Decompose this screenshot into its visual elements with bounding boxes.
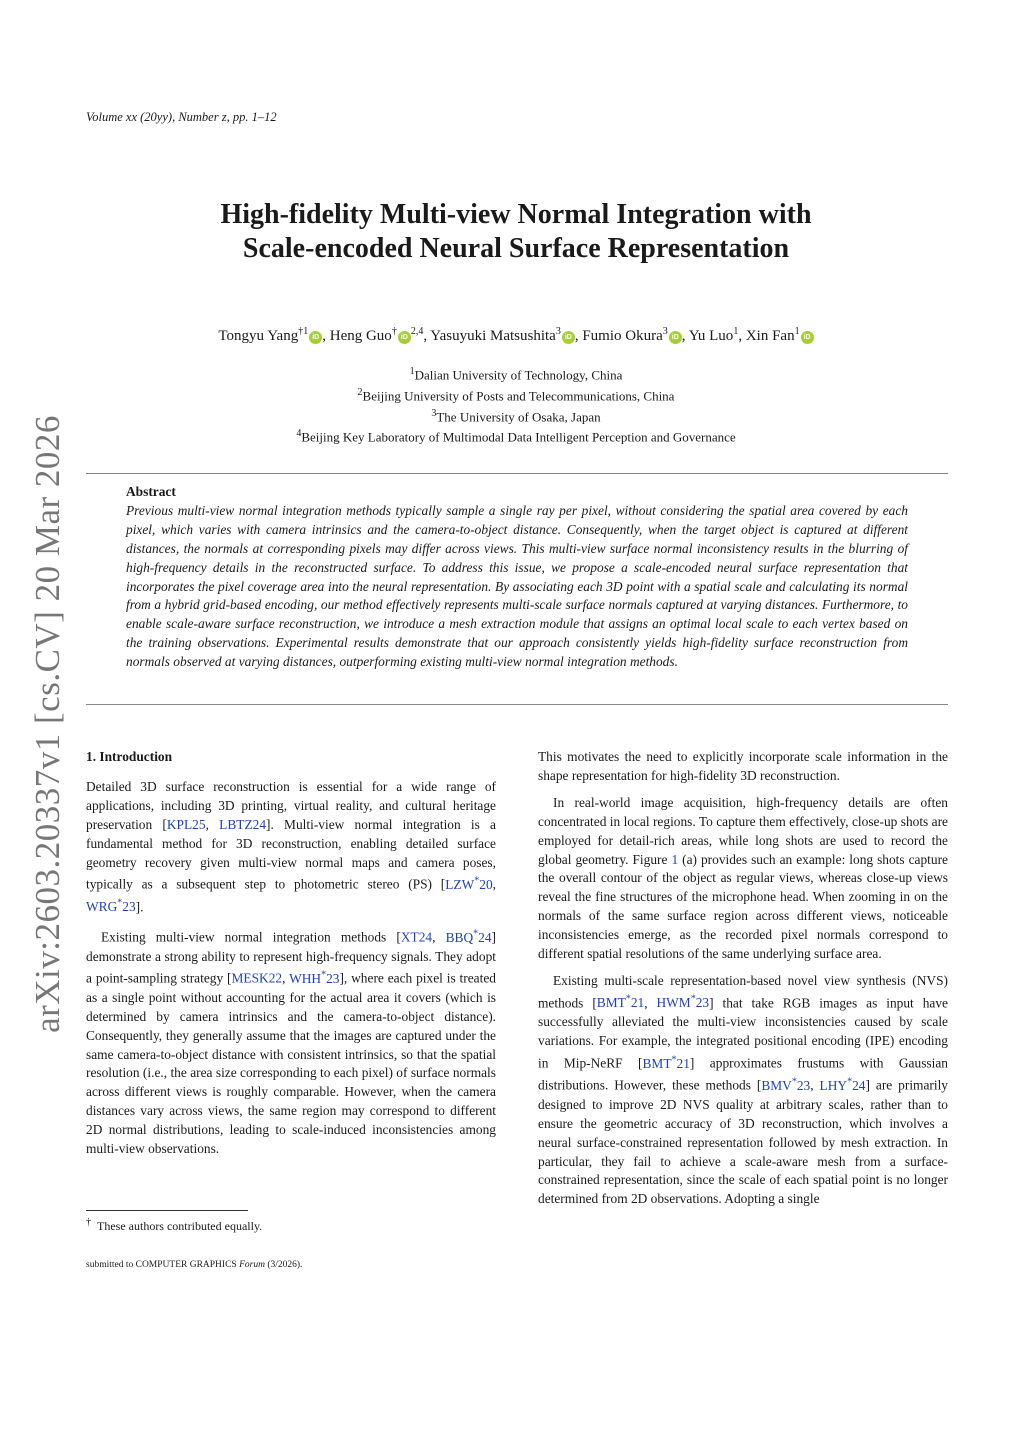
author-name: Xin Fan <box>745 328 795 344</box>
paragraph-text: ] are primarily designed to improve 2D NVS quality at arbitrary scales, rather than to ensure the geometric accuracy of 3D reconstruction, which involves a neural surface-constrained representation followed by mesh extraction. In particular, they fail to achieve a scale-aware mesh from a surface-constrained representation, since the scale of each spatial point is no longer determined from 2D observations. Adopting a single <box>538 1077 948 1207</box>
paragraph-text: ] approximates frustums with Gaussian distributions. However, these methods [ <box>538 1055 948 1093</box>
citation-star: * <box>117 897 123 909</box>
abstract <box>126 483 908 672</box>
title-line-2: Scale-encoded Neural Surface Representation <box>242 233 790 264</box>
author-sup: 3 <box>662 326 668 337</box>
citation-star: * <box>473 928 479 940</box>
author-sup: 1 <box>733 326 739 337</box>
citation-link[interactable]: BMT*21 <box>596 993 645 1011</box>
right-column <box>538 748 948 1217</box>
footer-text: submitted to COMPUTER GRAPHICS <box>86 1260 240 1270</box>
affiliation-text: Dalian University of Technology, China <box>414 367 623 383</box>
citation-link[interactable]: BBQ*24 <box>445 928 492 945</box>
paragraph-text: ]. <box>135 899 144 915</box>
citation-separator: , <box>644 995 657 1011</box>
citation-link[interactable]: LZW*20 <box>445 875 493 892</box>
abstract-heading: Abstract <box>126 484 176 499</box>
citation-star: * <box>791 1076 797 1088</box>
author-name: Tongyu Yang <box>218 328 299 344</box>
orcid-icon[interactable]: iD <box>562 331 575 344</box>
footnote <box>86 1217 262 1234</box>
citation-star: * <box>474 875 480 887</box>
author-name: Fumio Okura <box>582 328 663 344</box>
author-sup: † <box>391 326 397 337</box>
author-sup: 1 <box>794 326 800 337</box>
paragraph-text: Detailed 3D surface reconstruction is essential for a wide range of applications, including 3D printing, virtual reality, and cultural heritage preservation [ <box>86 778 496 832</box>
paragraph <box>86 778 496 917</box>
citation-link[interactable]: HWM*23 <box>656 993 710 1011</box>
affiliation <box>160 405 872 426</box>
orcid-icon[interactable]: iD <box>398 331 411 344</box>
author-sup: 3 <box>555 326 561 337</box>
paper-title <box>130 198 902 266</box>
author-name: Yu Luo <box>688 328 734 344</box>
affiliation-list <box>160 363 872 446</box>
paragraph <box>538 794 948 964</box>
citation-separator: , <box>282 970 290 986</box>
orcid-icon[interactable]: iD <box>669 331 682 344</box>
citation-link[interactable]: MESK22 <box>231 970 283 986</box>
abstract-body: Previous multi-view normal integration methods typically sample a single ray per pixel, without considering the spatial area covered by each pixel, which varies with camera intrinsics and the camera-to-object distance. Consequently, when the target object is captured at different distances, the normals at corresponding pixels may differ across views. This multi-view surface normal inconsistency results in the blurring of high-frequency details in the reconstructed surface. To address this issue, we propose a scale-encoded neural surface representation that incorporates the pixel coverage area into the neural representation. By associating each 3D point with a spatial scale and calculating its normal from a hybrid grid-based encoding, our method effectively represents multi-scale surface normals captured at varying distances. Furthermore, to enable scale-aware surface reconstruction, we introduce a mesh extraction module that assigns an optimal local scale to each vertex based on the training observations. Experimental results demonstrate that our approach consistently yields high-fidelity surface reconstruction from normals observed at varying distances, outperforming existing multi-view normal integration methods. <box>126 502 908 670</box>
journal-line: Volume xx (20yy), Number z, pp. 1–12 <box>86 110 277 124</box>
author-name: Heng Guo <box>329 328 392 344</box>
title-line-1: High-fidelity Multi-view Normal Integration with <box>220 199 812 230</box>
affiliation <box>160 363 872 384</box>
author-sup: †1 <box>298 326 309 337</box>
paragraph-text: ] that take RGB images as input have successfully alleviated the multi-view inconsistencies caused by scale variations. For example, the integrated positional encoding (IPE) encoding in Mip-NeRF [ <box>538 995 948 1071</box>
paragraph-text: ], where each pixel is treated as a single point without accounting for the actual area it covers (which is determined by camera intrinsics and the camera-to-object distance). Consequently, they generally assume that the images are captured under the same camera-to-object distance with consistent intrinsics, so that the spatial resolution (i.e., the area size corresponding to each pixel) of surface normals across different views is roughly comparable. However, when the camera distances vary across views, the same region may correspond to different 2D normal distributions, leading to scale-induced inconsistencies among multi-view observations. <box>86 970 496 1157</box>
footnote-rule <box>86 1210 248 1211</box>
citation-star: * <box>321 969 327 981</box>
citation-link[interactable]: XT24 <box>400 929 433 945</box>
orcid-icon[interactable]: iD <box>309 331 322 344</box>
footnote-text: These authors contributed equally. <box>97 1219 263 1233</box>
affiliation-sup: 4 <box>296 428 302 440</box>
citation-star: * <box>671 1054 677 1066</box>
affiliation <box>160 425 872 446</box>
citation-separator: , <box>492 876 496 892</box>
citation-link[interactable]: BMT*21 <box>642 1054 690 1071</box>
affiliation-sup: 2 <box>357 386 363 398</box>
affiliation-sup: 3 <box>431 407 437 419</box>
author-list: Tongyu Yang$^{\dagger 1}$iD , Heng Guo†iD$^{2,4}$, Yasuyuki Matsushita$^3$iD , Fumio Okura$^3$iD , Yu Luo$^1$, Xin Fan$^1$iD <box>80 326 952 345</box>
citation-star: * <box>625 993 631 1005</box>
citation-link[interactable]: WRG*23 <box>86 897 136 915</box>
author-name: Yasuyuki Matsushita <box>430 328 556 344</box>
citation-star: * <box>847 1076 853 1088</box>
citation-link[interactable]: LBTZ24 <box>219 816 267 832</box>
affiliation-text: Beijing University of Posts and Telecommunications, China <box>362 388 675 404</box>
paragraph <box>86 925 496 1159</box>
page-footer <box>86 1260 302 1270</box>
citation-link[interactable]: WHH*23 <box>289 969 340 986</box>
paragraph-text: ] demonstrate a strong ability to represent high-frequency signals. They adopt a point-sampling strategy [ <box>86 929 496 986</box>
arxiv-stamp: arXiv:2603.20337v1 [cs.CV] 20 Mar 2026 <box>28 415 67 1033</box>
affiliation-text: Beijing Key Laboratory of Multimodal Data Intelligent Perception and Governance <box>301 429 736 445</box>
citation-separator: , <box>810 1077 820 1093</box>
figure-link[interactable]: 1 <box>671 851 679 867</box>
footer-text: Forum <box>239 1260 265 1270</box>
citation-separator: , <box>205 816 220 832</box>
paragraph-text: In real-world image acquisition, high-frequency details are often concentrated in local regions. To capture them effectively, close-up shots are employed for detail-rich areas, while long shots are used to record the global geometry. Figure <box>538 794 948 867</box>
citation-link[interactable]: LHY*24 <box>819 1076 866 1093</box>
footer-text: (3/2026). <box>264 1260 303 1270</box>
paragraph-text: (a) provides such an example: long shots capture the overall contour of the object as regular views, whereas close-up views reveal the fine structures of the microphone head. When zooming in on the normals of the same surface region across different views, noticeable inconsistencies emerge, as the recorded pixel normals correspond to different spatial resolutions of the same underlying surface area. <box>538 851 948 962</box>
footnote-mark: † <box>86 1217 91 1228</box>
paragraph <box>538 972 948 1209</box>
paragraph: This motivates the need to explicitly incorporate scale information in the shape representation for high-fidelity 3D reconstruction. <box>538 749 948 783</box>
paragraph-text: Existing multi-scale representation-based novel view synthesis (NVS) methods [ <box>538 972 948 1011</box>
abstract-top-rule <box>86 473 948 474</box>
citation-link[interactable]: BMV*23 <box>761 1076 811 1093</box>
affiliation-sup: 1 <box>409 366 415 377</box>
paragraph-text: ]. Multi-view normal integration is a fundamental method for 3D reconstruction, enabling detailed surface geometry recovery given multi-view normal maps and camera poses, typically as a subsequent step to photometric stereo (PS) [ <box>86 816 497 892</box>
section-heading: 1. Introduction <box>86 749 173 764</box>
citation-separator: , <box>432 929 446 945</box>
affiliation-text: The University of Osaka, Japan <box>436 408 601 424</box>
paragraph-text: Existing multi-view normal integration methods [ <box>101 929 401 945</box>
citation-star: * <box>690 993 696 1005</box>
author-sup: 2,4 <box>410 326 424 337</box>
citation-link[interactable]: KPL25 <box>166 816 206 832</box>
abstract-bottom-rule <box>86 704 948 705</box>
left-column <box>86 748 496 1167</box>
orcid-icon[interactable]: iD <box>801 331 814 344</box>
affiliation <box>160 384 872 405</box>
